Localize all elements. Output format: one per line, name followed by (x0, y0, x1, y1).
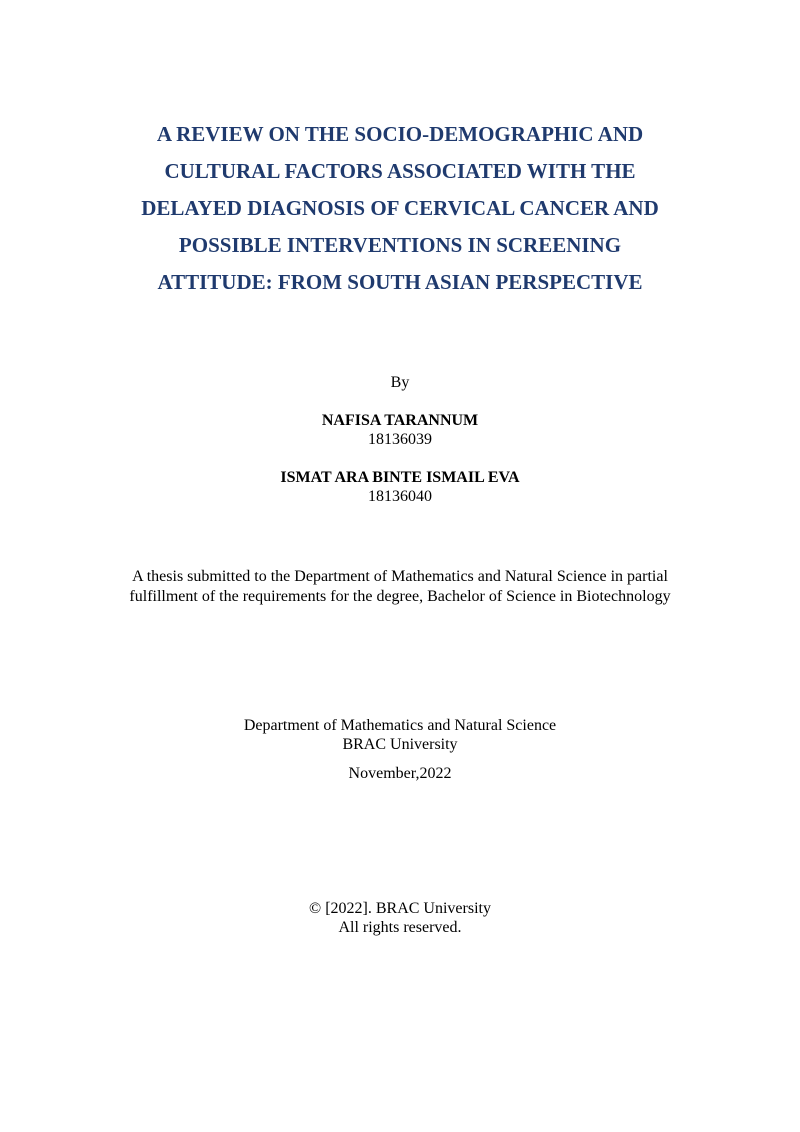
thesis-title-line: ATTITUDE: FROM SOUTH ASIAN PERSPECTIVE (157, 270, 643, 294)
affiliation-block (0, 716, 800, 754)
by-label (0, 373, 800, 392)
author-id: 18136040 (368, 488, 432, 505)
rights-reserved: All rights reserved. (338, 919, 462, 936)
thesis-statement-line: A thesis submitted to the Department of Mathematics and Natural Science in partial (132, 568, 668, 585)
author-block-1 (0, 411, 800, 449)
author-name: NAFISA TARANNUM (321, 412, 479, 429)
author-id: 18136039 (368, 431, 432, 448)
thesis-statement-line: fulfillment of the requirements for the degree, Bachelor of Science in Biotechnology (129, 588, 671, 605)
submission-date (0, 764, 800, 783)
author-name: ISMAT ARA BINTE ISMAIL EVA (280, 469, 520, 486)
thesis-title-line: DELAYED DIAGNOSIS OF CERVICAL CANCER AND (141, 196, 659, 220)
copyright-block (0, 899, 800, 937)
university-name: BRAC University (342, 736, 458, 753)
author-block-2 (0, 468, 800, 506)
thesis-title (100, 116, 700, 301)
thesis-statement (0, 567, 800, 607)
copyright-notice: © [2022]. BRAC University (309, 900, 491, 917)
by-text: By (390, 374, 410, 391)
thesis-title-line: CULTURAL FACTORS ASSOCIATED WITH THE (164, 159, 636, 183)
date-text: November,2022 (348, 765, 452, 782)
department-name: Department of Mathematics and Natural Science (243, 717, 557, 734)
thesis-title-line: POSSIBLE INTERVENTIONS IN SCREENING (178, 233, 622, 257)
thesis-title-line: A REVIEW ON THE SOCIO-DEMOGRAPHIC AND (156, 122, 644, 146)
